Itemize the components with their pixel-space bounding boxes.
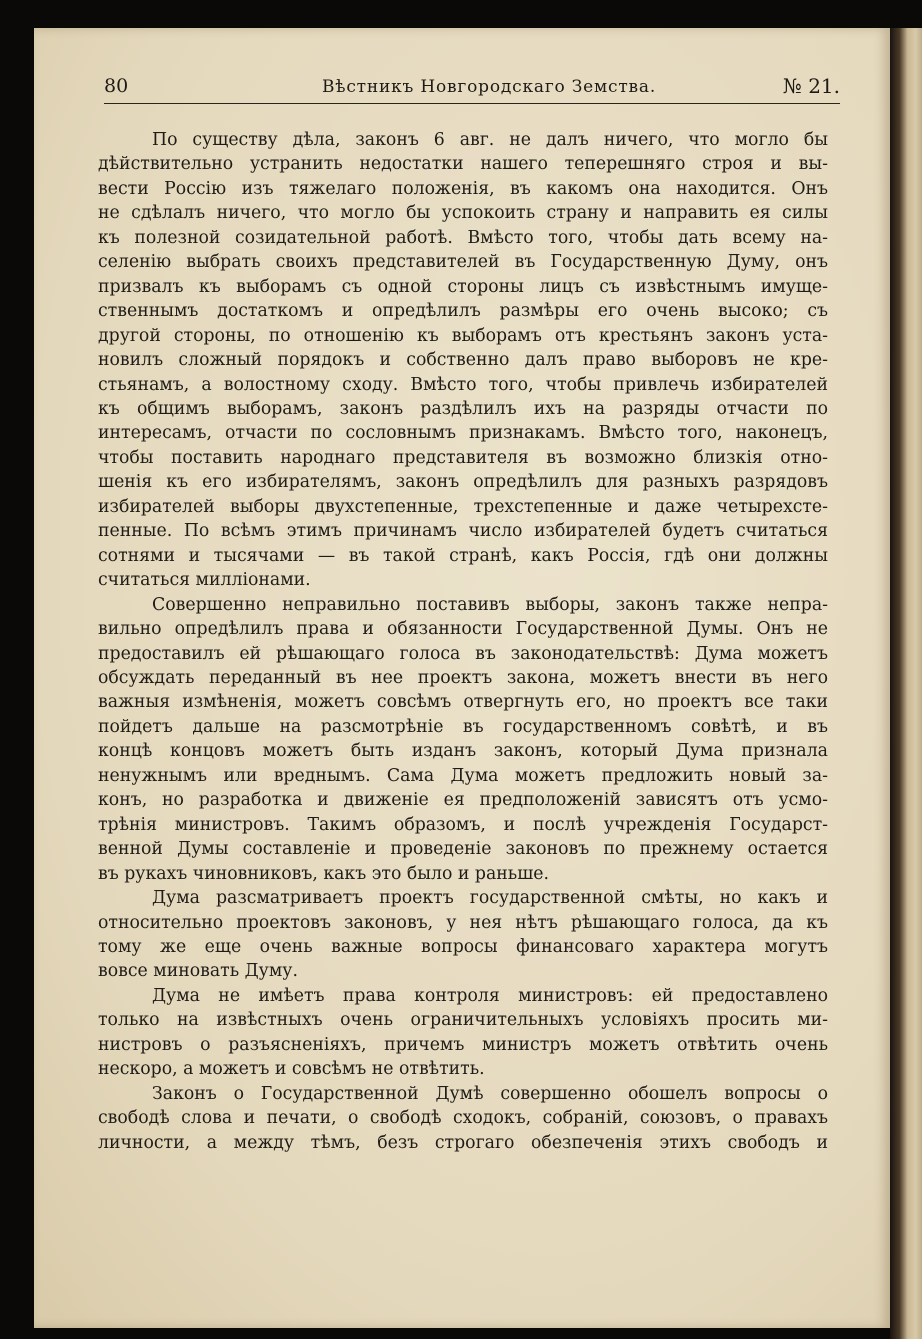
page-number: 80	[104, 75, 129, 97]
article-body	[98, 128, 828, 1155]
issue-number: № 21.	[782, 74, 840, 98]
text-line: вильно опредѣлилъ права и обязанности Государственной Думы. Онъ не	[98, 619, 828, 640]
text-line: нескоро, а можетъ и совсѣмъ не отвѣтить.	[98, 1059, 485, 1080]
text-line: конъ, но разработка и движеніе ея предположеній зависятъ отъ усмо-	[98, 790, 828, 811]
text-line: вовсе миновать Думу.	[98, 961, 298, 982]
text-line: тому же еще очень важные вопросы финансоваго характера могутъ	[98, 936, 828, 957]
text-line: вести Россію изъ тяжелаго положенія, въ какомъ она находится. Онъ	[98, 178, 828, 199]
text-line: пенные. По всѣмъ этимъ причинамъ число избирателей будетъ считаться	[98, 521, 828, 542]
text-line: Совершенно неправильно поставивъ выборы, законъ также непра-	[152, 594, 828, 615]
text-line: свободѣ слова и печати, о свободѣ сходокъ, собраній, союзовъ, о правахъ	[98, 1108, 828, 1129]
text-line: личности, а между тѣмъ, безъ строгаго обезпеченія этихъ свободъ и	[98, 1132, 828, 1153]
journal-title: Вѣстникъ Новгородскаго Земства.	[322, 77, 657, 97]
text-line: нистровъ о разъясненіяхъ, причемъ министръ можетъ отвѣтить очень	[98, 1034, 828, 1055]
text-line: Дума не имѣетъ права контроля министровъ: ей предоставлено	[152, 985, 828, 1006]
text-line: По существу дѣла, законъ 6 авг. не далъ ничего, что могло бы	[152, 130, 828, 150]
text-line: важныя измѣненія, можетъ совсѣмъ отвергнуть его, но проектъ все таки	[98, 692, 828, 713]
text-line: считаться милліонами.	[98, 570, 311, 591]
text-line: относительно проектовъ законовъ, у нея нѣтъ рѣшающаго голоса, да къ	[98, 912, 828, 933]
text-line: предоставилъ ей рѣшающаго голоса въ законодательствѣ: Дума можетъ	[98, 643, 828, 664]
text-line: новилъ сложный порядокъ и собственно далъ право выборовъ не кре-	[98, 350, 828, 371]
text-line: къ общимъ выборамъ, законъ раздѣлилъ ихъ на разряды отчасти по	[98, 398, 828, 419]
text-line: въ рукахъ чиновниковъ, какъ это было и раньше.	[98, 863, 549, 884]
text-line: не сдѣлалъ ничего, что могло бы успокоить страну и направить ея силы	[98, 203, 828, 224]
text-line: венной Думы составленіе и проведеніе законовъ по прежнему остается	[98, 839, 828, 860]
text-line: дѣйствительно устранить недостатки нашего теперешняго строя и вы-	[98, 154, 828, 175]
text-line: только на извѣстныхъ очень ограничительныхъ условіяхъ просить ми-	[98, 1010, 828, 1031]
text-line: сотнями и тысячами — въ такой странѣ, какъ Россія, гдѣ они должны	[98, 545, 828, 566]
text-line: стьянамъ, а волостному сходу. Вмѣсто того, чтобы привлечь избирателей	[98, 374, 828, 395]
text-line: къ полезной созидательной работѣ. Вмѣсто того, чтобы дать всему на-	[98, 227, 828, 248]
text-line: концѣ концовъ можетъ быть изданъ законъ, который Дума признала	[98, 741, 828, 762]
text-line: обсуждать переданный въ нее проектъ закона, можетъ внести въ него	[98, 667, 828, 688]
text-line: трѣнія министровъ. Такимъ образомъ, и послѣ учрежденія Государст-	[98, 814, 828, 835]
text-line: интересамъ, отчасти по сословнымъ признакамъ. Вмѣсто того, наконецъ,	[98, 423, 828, 444]
text-line: чтобы поставить народнаго представителя въ возможно близкія отно-	[98, 447, 828, 468]
text-line: призвалъ къ выборамъ съ одной стороны лицъ съ извѣстнымъ имуще-	[98, 276, 828, 297]
text-line: селенію выбрать своихъ представителей въ Государственную Думу, онъ	[98, 252, 828, 273]
text-line: Дума разсматриваетъ проектъ государственной смѣты, но какъ и	[152, 888, 828, 909]
text-line: ненужнымъ или вреднымъ. Сама Дума можетъ предложить новый за-	[98, 765, 828, 786]
text-line: другой стороны, по отношенію къ выборамъ отъ крестьянъ законъ уста-	[98, 325, 828, 346]
text-line: пойдетъ дальше на разсмотрѣніе въ государственномъ совѣтѣ, и въ	[98, 716, 828, 737]
book-gutter	[890, 28, 922, 1339]
running-header	[104, 73, 840, 104]
text-line: шенія къ его избирателямъ, законъ опредѣлилъ для разныхъ разрядовъ	[98, 472, 828, 493]
text-line: ственнымъ достаткомъ и опредѣлилъ размѣры его очень высоко; съ	[98, 301, 828, 322]
text-line: Законъ о Государственной Думѣ совершенно обошелъ вопросы о	[152, 1083, 828, 1104]
text-line: избирателей выборы двухстепенные, трехстепенные и даже четырехсте-	[98, 496, 828, 517]
